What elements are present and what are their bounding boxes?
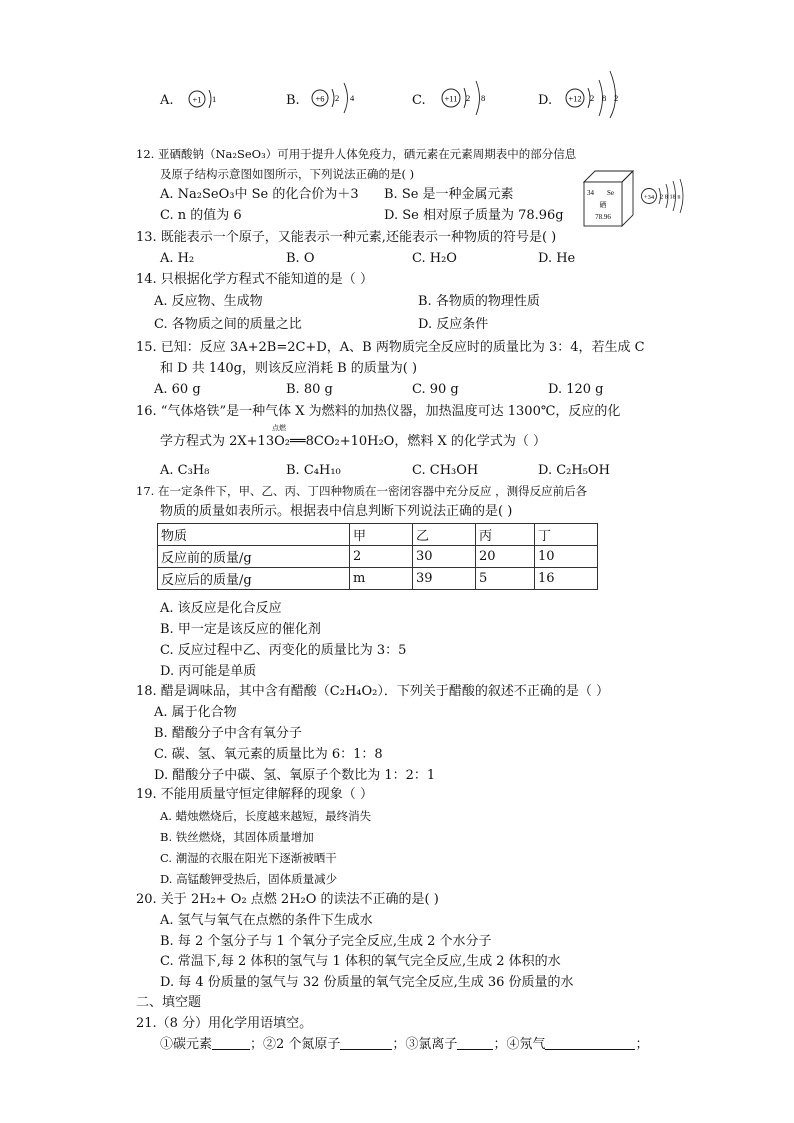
table-cell: 5 bbox=[476, 568, 535, 590]
q12-option-c: C. n 的值为 6 bbox=[160, 208, 242, 223]
table-cell: 反应前的质量/g bbox=[158, 546, 350, 568]
q17-line1: 17. 在一定条件下，甲、乙、丙、丁四种物质在一密闭容器中充分反应 ，测得反应前后各 bbox=[136, 484, 588, 498]
q17-line2: 物质的质量如表所示。根据表中信息判断下列说法正确的是( ) bbox=[160, 504, 513, 519]
svg-text:2: 2 bbox=[466, 93, 471, 103]
q15-line1: 15. 已知：反应 3A+2B=2C+D，A、B 两物质完全反应时的质量比为 3：4，若生成 C bbox=[136, 340, 645, 355]
table-header-cell: 乙 bbox=[413, 524, 476, 546]
svg-text:8: 8 bbox=[481, 93, 486, 103]
atom-option-label-c: C. bbox=[412, 93, 426, 108]
q12-line1: 12. 亚硒酸钠（Na₂SeO₃）可用于提升人体免疫力，硒元素在元素周期表中的部分信息 bbox=[136, 147, 577, 161]
nucleus-label: +1 bbox=[192, 94, 202, 105]
atom-diagram-c bbox=[436, 76, 498, 118]
answer-blank-3[interactable] bbox=[457, 1036, 493, 1050]
element-symbol: Se bbox=[607, 189, 614, 197]
q20-option-d: D. 每 4 份质量的氢气与 32 份质量的氧气完全反应,生成 36 份质量的水 bbox=[160, 975, 574, 990]
atom-option-label-d: D. bbox=[538, 93, 553, 108]
atom-diagram-a bbox=[180, 82, 230, 116]
q16-option-d: D. C₂H₅OH bbox=[538, 463, 610, 478]
q13-option-c: C. H₂O bbox=[412, 251, 457, 266]
q17-option-c: C. 反应过程中乙、丙变化的质量比为 3：5 bbox=[160, 643, 407, 658]
q21-fill-row bbox=[160, 1036, 648, 1053]
svg-text:2: 2 bbox=[614, 93, 619, 103]
table-header-row bbox=[158, 524, 598, 546]
q15-line2: 和 D 共 140g，则该反应消耗 B 的质量为( ) bbox=[160, 361, 418, 376]
q13-option-d: D. He bbox=[538, 251, 576, 266]
q19-stem: 19. 不能用质量守恒定律解释的现象（ ） bbox=[136, 787, 373, 802]
atom-diagram-d bbox=[562, 68, 632, 120]
q17-option-d: D. 丙可能是单质 bbox=[160, 664, 257, 679]
q14-option-c: C. 各物质之间的质量之比 bbox=[154, 317, 302, 332]
q19-option-c: C. 潮湿的衣服在阳光下逐渐被晒干 bbox=[160, 851, 337, 865]
q18-option-a: A. 属于化合物 bbox=[154, 705, 237, 720]
answer-blank-4[interactable] bbox=[545, 1036, 635, 1050]
q20-stem: 20. 关于 2H₂+ O₂ 点燃 2H₂O 的读法不正确的是( ) bbox=[136, 892, 439, 907]
q15-option-d: D. 120 g bbox=[548, 382, 604, 397]
shell-count: 1 bbox=[212, 94, 217, 104]
q17-option-a: A. 该反应是化合反应 bbox=[160, 601, 282, 616]
svg-text:+6: +6 bbox=[315, 93, 325, 104]
mass-table bbox=[157, 523, 598, 590]
table-cell: 16 bbox=[535, 568, 598, 590]
q19-option-d: D. 高锰酸钾受热后，固体质量减少 bbox=[160, 872, 338, 886]
table-header-cell: 丙 bbox=[476, 524, 535, 546]
svg-text:+12: +12 bbox=[568, 93, 582, 104]
q18-stem: 18. 醋是调味品，其中含有醋酸（C₂H₄O₂）．下列关于醋酸的叙述不正确的是（ ） bbox=[136, 684, 610, 699]
q20-option-a: A. 氢气与氧气在点燃的条件下生成水 bbox=[160, 913, 373, 928]
table-header-cell: 丁 bbox=[535, 524, 598, 546]
table-cell: 反应后的质量/g bbox=[158, 568, 350, 590]
table-cell: 10 bbox=[535, 546, 598, 568]
q14-option-a: A. 反应物、生成物 bbox=[154, 294, 263, 309]
svg-text:2 8 18 n: 2 8 18 n bbox=[660, 193, 681, 201]
q13-option-b: B. O bbox=[286, 251, 315, 266]
q12-option-b: B. Se 是一种金属元素 bbox=[384, 187, 514, 202]
q16-option-b: B. C₄H₁₀ bbox=[286, 463, 341, 478]
answer-blank-1[interactable] bbox=[212, 1036, 250, 1050]
table-row bbox=[158, 546, 598, 568]
table-cell: 39 bbox=[413, 568, 476, 590]
element-card-selenium bbox=[583, 170, 635, 228]
q21-end: ； bbox=[635, 1037, 649, 1052]
q19-option-a: A. 蜡烛燃烧后，长度越来越短，最终消失 bbox=[160, 809, 372, 823]
q12-line2: 及原子结构示意图如图所示，下列说法正确的是( ) bbox=[160, 167, 415, 181]
atom-diagram-b bbox=[303, 78, 365, 118]
q16-line1: 16. “气体烙铁”是一种气体 X 为燃料的加热仪器，加热温度可达 1300℃，反应的化 bbox=[136, 404, 621, 419]
q12-option-d: D. Se 相对原子质量为 78.96g bbox=[384, 208, 564, 223]
q21-part-2: ；②2 个氮原子 bbox=[250, 1037, 341, 1052]
element-number: 34 bbox=[587, 189, 594, 197]
element-name: 硒 bbox=[599, 201, 607, 209]
q14-option-d: D. 反应条件 bbox=[418, 317, 489, 332]
q16-option-c: C. CH₃OH bbox=[412, 463, 479, 478]
table-header-cell: 物质 bbox=[158, 524, 350, 546]
table-header-cell: 甲 bbox=[350, 524, 413, 546]
svg-text:2: 2 bbox=[590, 93, 595, 103]
atom-option-label-a: A. bbox=[160, 93, 174, 108]
q14-stem: 14. 只根据化学方程式不能知道的是（ ） bbox=[136, 272, 373, 287]
q21-part-1: ①碳元素 bbox=[160, 1037, 213, 1052]
svg-text:+34: +34 bbox=[643, 194, 655, 201]
section-heading: 二、填空题 bbox=[136, 995, 202, 1010]
q15-option-a: A. 60 g bbox=[154, 382, 201, 397]
atom-option-label-b: B. bbox=[286, 93, 300, 108]
q21-part-3: ；③氯离子 bbox=[392, 1037, 458, 1052]
q16-line2: 学方程式为 2X+13O₂══8CO₂+10H₂O，燃料 X 的化学式为（ ） bbox=[160, 434, 546, 449]
q21-stem: 21.（8 分）用化学用语填空。 bbox=[136, 1016, 313, 1031]
table-cell: 30 bbox=[413, 546, 476, 568]
q15-option-b: B. 80 g bbox=[286, 382, 333, 397]
q18-option-c: C. 碳、氢、氧元素的质量比为 6：1：8 bbox=[154, 747, 383, 762]
q13-stem: 13. 既能表示一个原子，又能表示一种元素,还能表示一种物质的符号是( ) bbox=[136, 230, 557, 245]
q20-option-b: B. 每 2 个氢分子与 1 个氧分子完全反应,生成 2 个水分子 bbox=[160, 934, 492, 949]
svg-text:8: 8 bbox=[602, 93, 607, 103]
q20-option-c: C. 常温下,每 2 体积的氢气与 1 体积的氧气完全反应,生成 2 体积的水 bbox=[160, 954, 561, 969]
q14-option-b: B. 各物质的物理性质 bbox=[418, 294, 540, 309]
table-row bbox=[158, 568, 598, 590]
selenium-atom-diagram bbox=[640, 177, 692, 215]
table-cell: 2 bbox=[350, 546, 413, 568]
q18-option-d: D. 醋酸分子中碳、氢、氧原子个数比为 1：2：1 bbox=[154, 768, 436, 783]
q21-part-4: ；④氖气 bbox=[493, 1037, 546, 1052]
table-cell: 20 bbox=[476, 546, 535, 568]
svg-text:2: 2 bbox=[335, 93, 340, 103]
table-cell: m bbox=[350, 568, 413, 590]
q16-condition: 点燃 bbox=[272, 424, 286, 432]
q19-option-b: B. 铁丝燃烧，其固体质量增加 bbox=[160, 830, 314, 844]
svg-text:4: 4 bbox=[350, 93, 355, 103]
q12-option-a: A. Na₂SeO₃中 Se 的化合价为＋3 bbox=[160, 187, 359, 202]
q13-option-a: A. H₂ bbox=[160, 251, 195, 266]
q17-option-b: B. 甲一定是该反应的催化剂 bbox=[160, 622, 321, 637]
element-mass: 78.96 bbox=[595, 213, 611, 221]
q15-option-c: C. 90 g bbox=[412, 382, 459, 397]
q18-option-b: B. 醋酸分子中含有氧分子 bbox=[154, 726, 302, 741]
q16-option-a: A. C₃H₈ bbox=[160, 463, 210, 478]
svg-text:+11: +11 bbox=[444, 93, 458, 104]
answer-blank-2[interactable] bbox=[340, 1036, 392, 1050]
